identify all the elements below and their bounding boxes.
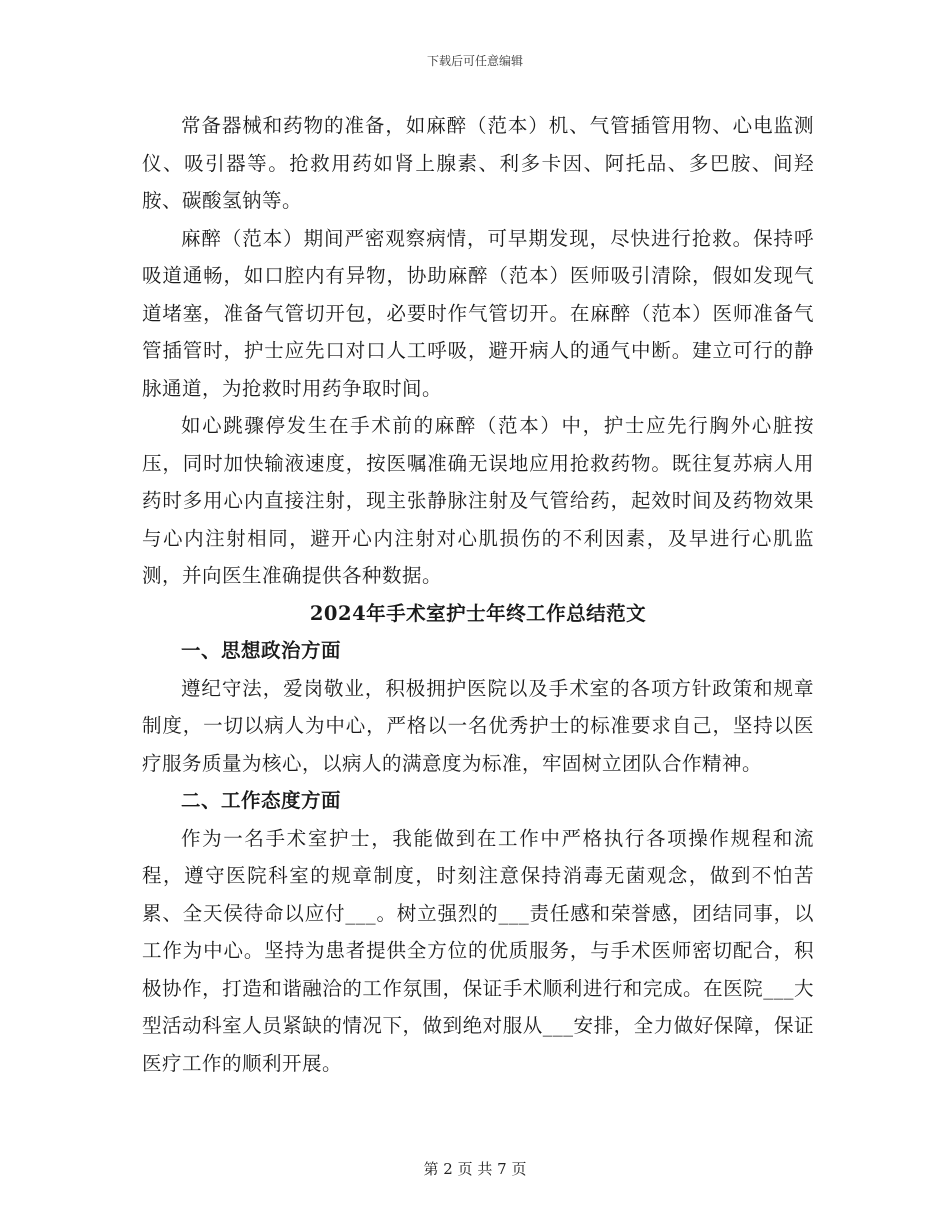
document-body bbox=[142, 107, 814, 1082]
section-heading-work-attitude: 二、工作态度方面 bbox=[181, 789, 342, 812]
section-heading-political: 一、思想政治方面 bbox=[181, 639, 342, 662]
document-title: 2024年手术室护士年终工作总结范文 bbox=[309, 601, 647, 625]
page-header: 下载后可任意编辑 bbox=[426, 54, 523, 68]
page-number: 第 2 页 共 7 页 bbox=[423, 1160, 527, 1178]
paragraph-anesthesia-observation: 麻醉（范本）期间严密观察病情，可早期发现，尽快进行抢救。保持呼吸道通畅，如口腔内有异物，协助麻醉（范本）医师吸引清除，假如发现气道堵塞，准备气管切开包，必要时作气管切开。在麻醉（范本）医师准备气管插管时，护士应先口对口人工呼吸，避开病人的通气中断。建立可行的静脉通道，为抢救时用药争取时间。 bbox=[142, 226, 814, 400]
paragraph-political: 遵纪守法，爱岗敬业，积极拥护医院以及手术室的各项方针政策和规章制度，一切以病人为中心，严格以一名优秀护士的标准要求自己，坚持以医疗服务质量为核心，以病人的满意度为标准，牢固树立团队合作精神。 bbox=[142, 676, 814, 775]
paragraph-equipment-preparation: 常备器械和药物的准备，如麻醉（范本）机、气管插管用物、心电监测仪、吸引器等。抢救用药如肾上腺素、利多卡因、阿托品、多巴胺、间羟胺、碳酸氢钠等。 bbox=[142, 114, 814, 212]
paragraph-work-attitude: 作为一名手术室护士，我能做到在工作中严格执行各项操作规程和流程，遵守医院科室的规章制度，时刻注意保持消毒无菌观念，做到不怕苦累、全天侯待命以应付___。树立强烈的___责任感和荣誉感，团结同事，以工作为中心。坚持为患者提供全方位的优质服务，与手术医师密切配合，积极协作，打造和谐融洽的工作氛围，保证手术顺利进行和完成。在医院___大型活动科室人员紧缺的情况下，做到绝对服从___安排，全力做好保障，保证医疗工作的顺利开展。 bbox=[142, 826, 814, 1075]
paragraph-cardiac-arrest: 如心跳骤停发生在手术前的麻醉（范本）中，护士应先行胸外心脏按压，同时加快输液速度，按医嘱准确无误地应用抢救药物。既往复苏病人用药时多用心内直接注射，现主张静脉注射及气管给药，起效时间及药物效果与心内注射相同，避开心内注射对心肌损伤的不利因素，及早进行心肌监测，并向医生准确提供各种数据。 bbox=[142, 414, 814, 587]
